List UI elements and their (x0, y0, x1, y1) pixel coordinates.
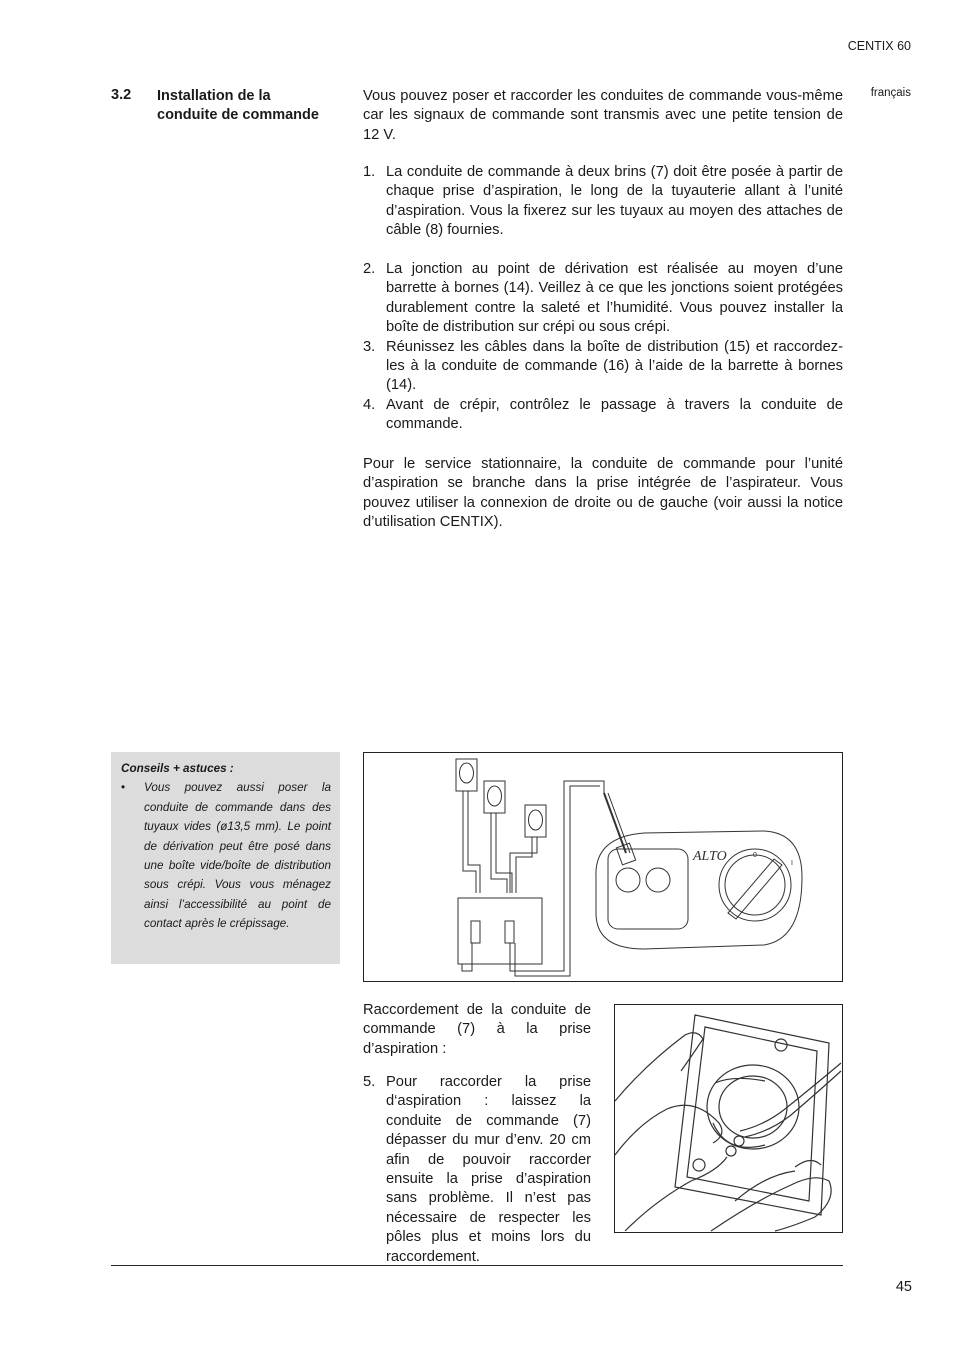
language-label: français (870, 87, 911, 99)
section-title-line1: Installation de la (157, 88, 271, 104)
page-number: 45 (895, 1279, 912, 1295)
figure-caption: Raccordement de la conduite de commande (7) à la prise d’aspiration : (363, 1002, 591, 1057)
header-model-name: CENTIX 60 (847, 39, 911, 53)
tips-text: Vous pouvez aussi poser la conduite de commande dans des tuyaux vides (ø13,5 mm). Le point de dérivation peut être posé dans une boîte vide/boîte de distribution sous crépi. Vous vous ménagez ainsi l’accessibilité au point de contact après le crépissage. (144, 781, 331, 931)
step-number: 4. (363, 396, 376, 413)
step-text: Pour raccorder la prise d‘aspiration : laissez la conduite de commande (7) dépasser du mur d’env. 20 cm afin de pouvoir raccorder ensuite la prise d’aspiration sans problème. Il n’est pas nécessaire de respecter les pôles plus et moins lors du raccordement. (386, 1074, 591, 1265)
step-number: 3. (363, 338, 376, 355)
section-title (157, 87, 347, 125)
step-number: 5. (363, 1074, 376, 1090)
closing-paragraph: Pour le service stationnaire, la conduite de commande pour l’unité d’aspiration se branche dans la prise intégrée de l’aspirateur. Vous pouvez utiliser la connexion de droite ou de gauche (voir aussi la notice d’utilisation CENTIX). (363, 456, 843, 531)
knob-mark-off: 0 (753, 852, 757, 859)
socket-connection-illustration (615, 1005, 842, 1232)
wiring-diagram-figure (363, 752, 843, 982)
hand-left-icon (615, 1033, 703, 1101)
step-number: 2. (363, 261, 376, 278)
tips-item (121, 778, 331, 933)
bullet-icon: • (121, 781, 126, 795)
knob-mark-on: I (791, 860, 793, 867)
installation-steps (363, 163, 843, 435)
step-item (363, 396, 843, 435)
step-item (363, 260, 843, 338)
section-number: 3.2 (111, 87, 132, 103)
step-item (363, 163, 843, 241)
section-title-line2: conduite de commande (157, 107, 319, 123)
tips-title: Conseils + astuces : (121, 762, 234, 775)
step-item (363, 338, 843, 396)
step-text: Avant de crépir, contrôlez le passage à travers la conduite de commande. (386, 396, 843, 433)
intro-paragraph: Vous pouvez poser et raccorder les conduites de commande vous-même car les signaux de commande sont transmis avec une petite tension de 12 V. (363, 88, 843, 143)
wall-plate (675, 1015, 829, 1215)
step-5 (363, 1073, 591, 1267)
step-text: La conduite de commande à deux brins (7) doit être posée à partir de chaque prise d’aspiration, le long de la tuyauterie allant à l’unité d’aspiration. Vous la fixerez sur les tuyaux au moyen des attaches de câble (8) fournies. (386, 164, 843, 239)
wiring-diagram-illustration (364, 753, 842, 981)
step-number: 1. (363, 164, 376, 180)
brand-logo: ALTO (693, 849, 727, 864)
step-spacer (363, 241, 843, 260)
step-text: La jonction au point de dérivation est réalisée au moyen d’une barrette à bornes (14). Veillez à ce que les jonctions soient protégées durablement contre la saleté et l’humidité. Vous pouvez installer la boîte de distribution sur crépi ou sous crépi. (386, 261, 843, 336)
step-item (363, 1073, 591, 1267)
tips-box (111, 752, 340, 964)
socket-connection-photo (614, 1004, 843, 1233)
footer-divider (111, 1265, 843, 1266)
step-text: Réunissez les câbles dans la boîte de distribution (15) et raccordez-les à la conduite de commande (16) à l’aide de la barrette à bornes (14). (386, 338, 843, 394)
